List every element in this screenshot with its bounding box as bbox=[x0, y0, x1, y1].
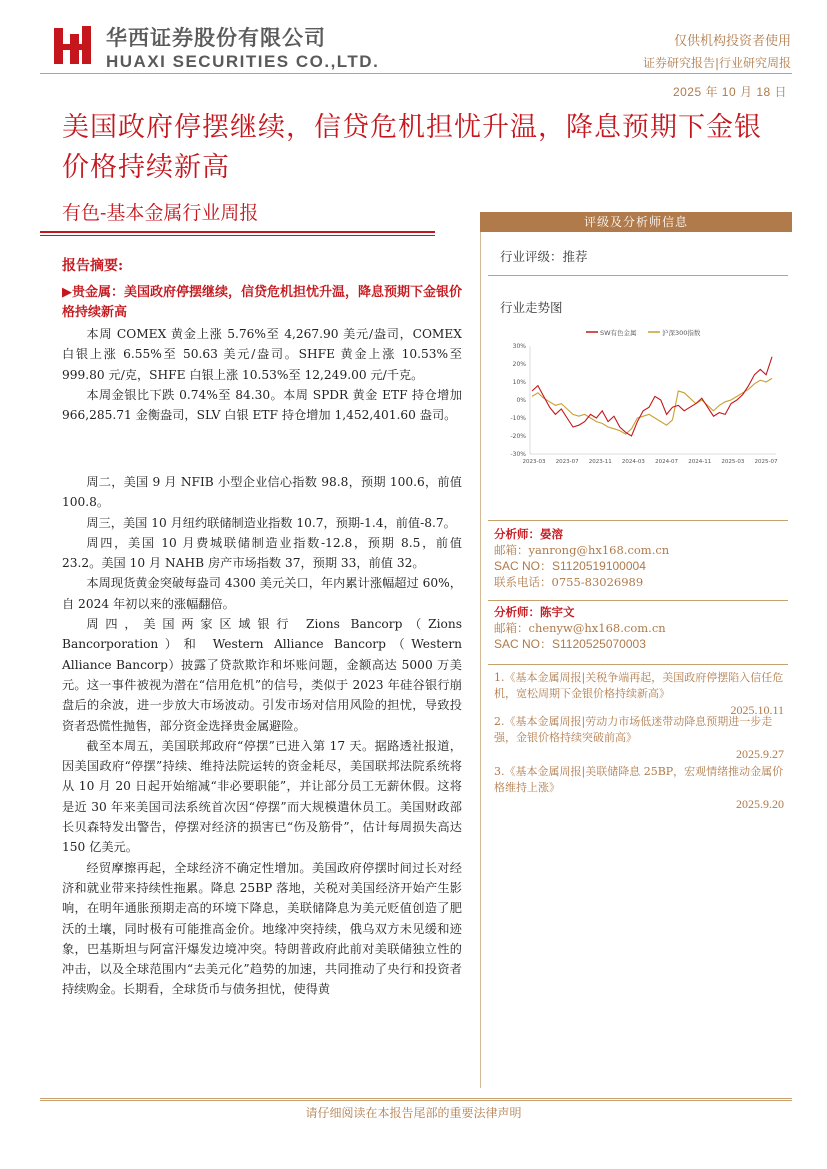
panel-divider bbox=[488, 600, 788, 601]
x-tick-label: 2024-03 bbox=[621, 459, 645, 465]
x-tick-label: 2023-11 bbox=[588, 459, 612, 465]
subtitle-underline-thin bbox=[40, 235, 435, 236]
company-name-cn: 华西证券股份有限公司 bbox=[106, 26, 326, 50]
y-tick-label: 20% bbox=[512, 361, 526, 368]
company-name-en: HUAXI SECURITIES CO.,LTD. bbox=[106, 52, 380, 71]
paragraph: 本周金银比下跌 0.74%至 84.30。本周 SPDR 黄金 ETF 持仓增加 966,285.71 金衡盎司，SLV 白银 ETF 持仓增加 1,452,401.60 盎司。 bbox=[62, 387, 462, 423]
paragraph: 本周 COMEX 黄金上涨 5.76%至 4,267.90 美元/盎司，COMEX 白银上涨 6.55%至 50.63 美元/盎司。SHFE 黄金上涨 10.53%至 999.80 元/克，SHFE 白银上涨 10.53%至 12,249.00 元/千克。 bbox=[62, 327, 462, 382]
series-line bbox=[532, 378, 772, 434]
body-section-2 bbox=[62, 472, 462, 1000]
y-tick-label: 0% bbox=[516, 397, 526, 404]
report-title: 美国政府停摆继续，信贷危机担忧升温，降息预期下金银价格持续新高 bbox=[62, 112, 762, 183]
y-tick-label: -10% bbox=[510, 415, 526, 422]
chart-legend bbox=[586, 328, 701, 337]
legal-notice[interactable]: 请仔细阅读在本报告尾部的重要法律声明 bbox=[305, 1106, 522, 1120]
abstract-heading: 报告摘要: bbox=[62, 258, 124, 274]
trend-chart-label: 行业走势图 bbox=[500, 300, 563, 315]
paragraph: 周四，美国两家区域银行 Zions Bancorp（Zions Bancorporation）和 Western Alliance Bancorp（Western Alliance Bancorp）披露了贷款欺诈和坏账问题，金额高达 5000 万美元。这一事件被视为潜在“信用危机”的信号，类似于 2023 年硅谷银行崩盘后的余波，进一步放大市场波动。引发市场对信用风险的担忧，导致投资者恐慌性抛售，部分资金选择贵金属避险。 bbox=[62, 617, 462, 733]
paragraph: 截至本周五，美国联邦政府“停摆”已进入第 17 天。据路透社报道，因美国政府“停摆”持续、维持法院运转的资金耗尽，美国联邦法院系统将从 10 月 20 日起开始缩减“非必要职能”，并让部分员工无薪休假。这将是近 30 年来美国司法系统首次因“停摆”而大规模遣休员工。美国财政部长贝森特发出警告，停摆对经济的损害已“伤及筋骨”，估计每周损失高达 150 亿美元。 bbox=[62, 738, 462, 855]
report-type: 证券研究报告|行业研究周报 bbox=[642, 56, 791, 70]
analyst-1 bbox=[494, 526, 669, 590]
paragraph: 周二，美国 9 月 NFIB 小型企业信心指数 98.8，预期 100.6，前值 100.8。 bbox=[62, 475, 462, 510]
x-tick-label: 2023-03 bbox=[522, 459, 546, 465]
analyst-sac: SAC NO：S1120519100004 bbox=[494, 559, 646, 573]
body-section-1 bbox=[62, 324, 462, 425]
related-report[interactable] bbox=[494, 714, 784, 762]
panel-divider bbox=[488, 275, 788, 276]
related-report[interactable] bbox=[494, 764, 784, 812]
legend-label: 沪深300指数 bbox=[662, 329, 701, 337]
y-tick-label: -20% bbox=[510, 433, 526, 440]
header-divider bbox=[40, 73, 792, 74]
analyst-email: 邮箱：yanrong@hx168.com.cn bbox=[494, 543, 670, 557]
company-logo bbox=[52, 24, 94, 66]
x-tick-label: 2024-07 bbox=[655, 459, 679, 465]
y-tick-label: 30% bbox=[512, 343, 526, 350]
paragraph: 周四，美国 10 月费城联储制造业指数-12.8，预期 8.5，前值 23.2。美国 10 月 NAHB 房产市场指数 37，预期 33，前值 32。 bbox=[62, 535, 462, 571]
chart-series bbox=[532, 357, 772, 436]
analyst-phone: 联系电话：0755-83026989 bbox=[494, 575, 644, 589]
subtitle-underline bbox=[40, 231, 435, 233]
paragraph: 经贸摩擦再起，全球经济不确定性增加。美国政府停摆时间过长对经济和就业带来持续性拖累。降息 25BP 落地，关税对美国经济开始产生影响，在明年通胀预期走高的环境下降息，美联储降息为美元贬值创造了肥沃的土壤，同时极有可能推高金价。地缘冲突持续，俄乌双方未见缓和迹象，巴基斯坦与阿富汗爆发边境冲突。特朗普政府此前对美联储独立性的冲击，以及全球范围内“去美元化”趋势的加速，共同推动了央行和投资者持续购金。长期看，全球货币与债务担忧，使得黄 bbox=[62, 860, 462, 997]
report-subtitle: 有色-基本金属行业周报 bbox=[62, 202, 259, 224]
audience-note: 仅供机构投资者使用 bbox=[673, 34, 791, 49]
panel-divider bbox=[488, 664, 788, 665]
analyst-email: 邮箱：chenyw@hx168.com.cn bbox=[494, 621, 666, 635]
precious-metals-heading: ▶贵金属：美国政府停摆继续，信贷危机担忧升温，降息预期下金银价格持续新高 bbox=[62, 285, 462, 320]
industry-trend-chart bbox=[496, 322, 786, 472]
paragraph: 本周现货黄金突破每盎司 4300 美元关口，年内累计涨幅超过 60%，自 2024 年初以来的涨幅翻倍。 bbox=[62, 576, 462, 611]
related-report-title: 1.《基本金属周报|关税争端再起，美国政府停摆陷入信任危机，宽松周期下金银价格持续新高》 bbox=[494, 671, 784, 700]
analyst-name: 陈宇文 bbox=[540, 605, 575, 619]
chart-y-axis bbox=[510, 343, 530, 458]
related-report-date: 2025.10.11 bbox=[730, 703, 784, 717]
x-tick-label: 2024-11 bbox=[688, 459, 712, 465]
x-tick-label: 2025-03 bbox=[721, 459, 745, 465]
footer-divider-2 bbox=[40, 1100, 792, 1101]
analyst-name: 晏溶 bbox=[540, 527, 563, 541]
industry-rating bbox=[500, 247, 588, 265]
panel-divider bbox=[488, 520, 788, 521]
y-tick-label: -30% bbox=[510, 451, 526, 458]
related-report-title: 2.《基本金属周报|劳动力市场低迷带动降息预期进一步走强，金银价格持续突破前高》 bbox=[494, 715, 773, 744]
analyst-sac: SAC NO：S1120525070003 bbox=[494, 637, 646, 651]
analyst-label: 分析师： bbox=[494, 527, 540, 541]
paragraph: 周三，美国 10 月纽约联储制造业指数 10.7，预期-1.4，前值-8.7。 bbox=[86, 515, 456, 530]
related-report-date: 2025.9.20 bbox=[736, 797, 784, 811]
chart-x-axis bbox=[523, 454, 778, 465]
analyst-label: 分析师： bbox=[494, 605, 540, 619]
rating-value: 推荐 bbox=[562, 249, 588, 264]
rating-label: 行业评级： bbox=[500, 249, 563, 264]
related-report-title: 3.《基本金属周报|美联储降息 25BP，宏观情绪推动金属价格维持上涨》 bbox=[494, 765, 784, 794]
panel-header: 评级及分析师信息 bbox=[480, 212, 792, 232]
x-tick-label: 2025-07 bbox=[754, 459, 778, 465]
related-report-date: 2025.9.27 bbox=[736, 747, 784, 761]
x-tick-label: 2023-07 bbox=[555, 459, 579, 465]
analyst-2 bbox=[494, 604, 666, 652]
legend-label: SW有色金属 bbox=[600, 329, 637, 337]
related-report[interactable] bbox=[494, 670, 784, 718]
y-tick-label: 10% bbox=[512, 379, 526, 386]
report-date: 2025 年 10 月 18 日 bbox=[672, 85, 787, 99]
footer-divider bbox=[40, 1098, 792, 1099]
